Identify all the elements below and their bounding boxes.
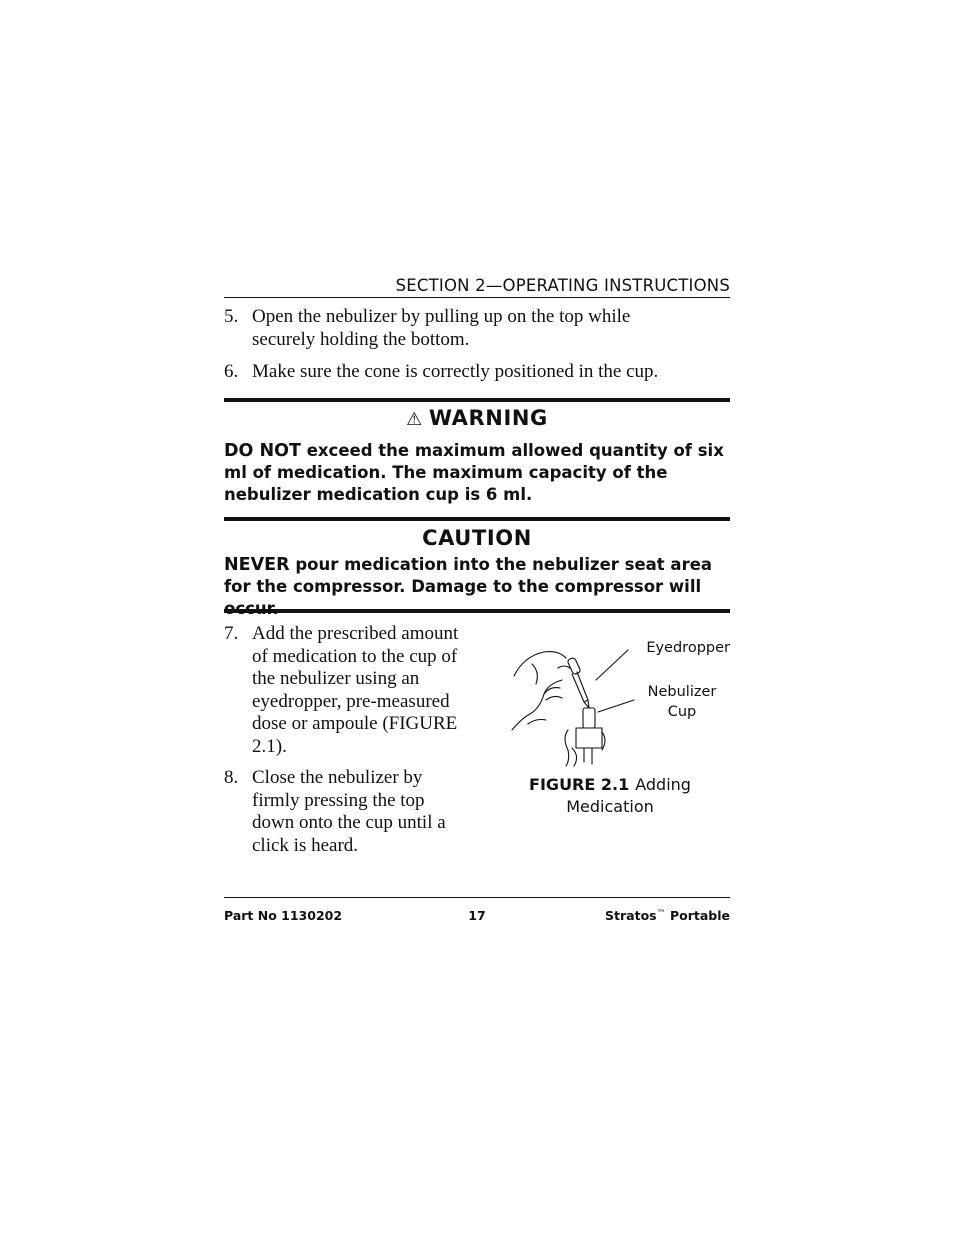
figure-caption: [510, 774, 710, 818]
warning-text: [224, 440, 730, 506]
label-nebulizer-line2: Cup: [667, 704, 697, 720]
footer-page-number: 17: [468, 908, 486, 923]
warning-body: exceed the maximum allowed quantity of six ml of medication. The maximum capacity of the nebulizer medication cup is 6 ml.: [224, 441, 724, 504]
footer-product: [605, 908, 730, 923]
caution-rule: [224, 517, 730, 521]
caption-number: FIGURE 2.1: [529, 775, 630, 794]
caption-text-line1: Adding: [635, 775, 691, 794]
step-text: Make sure the cone is correctly positioned in the cup.: [252, 361, 659, 382]
step-number: 8.: [224, 767, 239, 788]
step-7: [224, 623, 474, 763]
warning-title-text: WARNING: [428, 406, 548, 430]
step-text: Add the prescribed amount of medication to the cup of the nebulizer using an eyedropper, pre-measured dose or ampoule (FIGURE 2.1).: [252, 623, 459, 757]
label-eyedropper: Eyedropper: [646, 640, 730, 656]
header-rule: [224, 297, 730, 298]
caution-title: CAUTION: [422, 526, 532, 550]
product-suffix: Portable: [665, 908, 730, 923]
label-nebulizer-line1: Nebulizer: [647, 684, 717, 700]
step-6: [224, 361, 730, 385]
caution-end-rule: [224, 609, 730, 613]
warning-lead: DO NOT: [224, 441, 301, 461]
caution-body: pour medication into the nebulizer seat area for the compressor. Damage to the compressor will: [224, 555, 713, 596]
step-number: 7.: [224, 623, 239, 644]
footer-part-number: Part No 1130202: [224, 908, 343, 923]
caution-lead: NEVER: [224, 555, 290, 575]
step-5: [224, 306, 730, 352]
warning-triangle-icon: ⚠: [406, 409, 423, 430]
warning-title: [224, 406, 730, 430]
footer-rule: [224, 897, 730, 898]
step-number: 5.: [224, 306, 239, 327]
product-name: Stratos: [605, 908, 657, 923]
step-text: Open the nebulizer by pulling up on the top while securely holding the bottom.: [252, 306, 631, 350]
section-header: SECTION 2—OPERATING INSTRUCTIONS: [395, 276, 730, 295]
warning-rule: [224, 398, 730, 402]
step-8: [224, 767, 474, 863]
step-text: Close the nebulizer by firmly pressing the top down onto the cup until a click is heard.: [252, 767, 446, 856]
trademark-symbol: ™: [656, 909, 666, 919]
caption-text-line2: Medication: [566, 797, 654, 816]
manual-page: [224, 0, 730, 1235]
step-number: 6.: [224, 361, 239, 382]
